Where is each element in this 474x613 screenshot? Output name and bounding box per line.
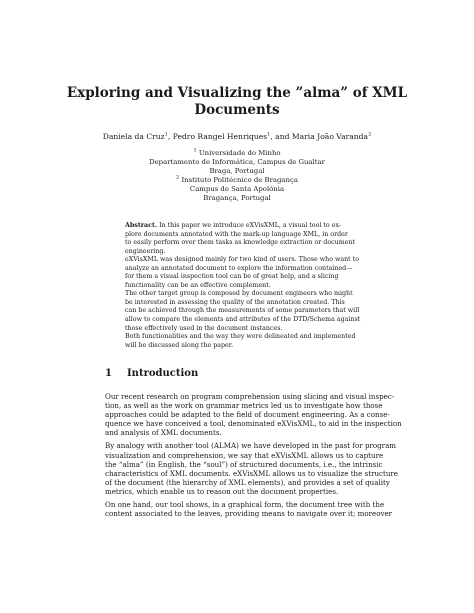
paper-title-line-1: Exploring and Visualizing the ”alma” of XML (66, 85, 408, 101)
author-3: Maria João Varanda (291, 132, 369, 141)
affiliation-mark: 1 (193, 147, 197, 154)
section-heading (105, 368, 198, 380)
abstract-line: allow to compare the elements and attributes of the DTD/Schema against (125, 316, 361, 324)
affiliation-line: Campus de Santa Apolónia (189, 185, 285, 194)
paper-title (60, 85, 414, 119)
body-text (105, 392, 402, 519)
affiliations (120, 149, 354, 204)
author-list (40, 132, 434, 142)
author-separator-1: , (167, 132, 173, 141)
abstract-line: engineering. (125, 247, 166, 255)
author-1-affiliation-mark: 1 (164, 131, 168, 138)
abstract-line: Both functionalities and the way they were delineated and implemented (125, 333, 356, 341)
body-line: characteristics of XML documents. eXVisXML allows us to visualize the structure (105, 468, 399, 478)
abstract-line: will be discussed along the paper. (125, 341, 234, 349)
body-line: visualization and comprehension, we say that eXVisXML allows us to capture (105, 450, 384, 460)
affiliation-line: Bragança, Portugal (203, 194, 271, 203)
abstract-line: The other target group is composed by document engineers who might (125, 290, 353, 298)
abstract (125, 222, 361, 350)
abstract-line: can be achieved through the measurements of some parameters that will (125, 307, 360, 315)
abstract-line: to easily perform over them tasks as knowledge extraction or document (125, 239, 355, 247)
body-line: and analysis of XML documents. (105, 428, 222, 438)
section-number: 1 (105, 368, 112, 379)
affiliation-line (120, 176, 354, 185)
author-3-affiliation-mark: 2 (368, 131, 372, 138)
body-line: tion, as well as the work on grammar metrics led us to investigate how those (105, 401, 383, 411)
body-line: quence we have conceived a tool, denominated eXVisXML, to aid in the inspection (105, 419, 402, 429)
abstract-line: functionality can be an effective complement. (125, 281, 271, 289)
abstract-label: Abstract. (125, 222, 158, 229)
abstract-line: for them a visual inspection tool can be of great help, and a slicing (125, 273, 339, 281)
body-line: Our recent research on program comprehension using slicing and visual inspec- (105, 392, 395, 401)
section-title: Introduction (127, 368, 199, 379)
abstract-line: analyze an annotated document to explore the information contained— (125, 264, 353, 272)
abstract-line: plore documents annotated with the mark-up language XML, in order (125, 230, 348, 238)
affiliation-text: Universidade do Minho (198, 149, 281, 157)
body-line: By analogy with another tool (ALMA) we have developed in the past for program (105, 441, 397, 451)
author-1: Daniela da Cruz (102, 132, 165, 141)
author-2: Pedro Rangel Henriques (172, 132, 268, 141)
abstract-line: eXVisXML was designed mainly for two kind of users. Those who want to (125, 256, 360, 264)
abstract-line: those effectively used in the document instances. (125, 324, 283, 332)
affiliation-line: Departamento de Informática, Campus de Gualtar (149, 158, 325, 167)
body-line: the “alma” (in English, the “soul”) of structured documents, i.e., the intrinsic (105, 459, 383, 469)
author-separator-2: , and (270, 132, 292, 141)
paper-title-line-2: Documents (194, 102, 280, 118)
body-line: of the document (the hierarchy of XML elements), and provides a set of quality (105, 477, 390, 487)
affiliation-text: Instituto Politécnico de Bragança (181, 176, 298, 185)
abstract-line: be interested in assessing the quality of the annotation created. This (125, 298, 345, 306)
abstract-line (125, 222, 361, 231)
body-line: content associated to the leaves, providing means to navigate over it; moreover (105, 509, 393, 519)
affiliation-line: Braga, Portugal (209, 167, 265, 176)
body-line: approaches could be adapted to the field of document engineering. As a conse- (105, 410, 390, 420)
affiliation-mark: 2 (176, 174, 180, 181)
abstract-text: In this paper we introduce eXVisXML, a visual tool to ex- (159, 222, 342, 229)
author-2-affiliation-mark: 1 (267, 131, 271, 138)
affiliation-line (120, 149, 354, 158)
body-line: On one hand, our tool shows, in a graphical form, the document tree with the (105, 500, 385, 510)
body-line: metrics, which enable us to reason out the document properties. (105, 486, 339, 496)
